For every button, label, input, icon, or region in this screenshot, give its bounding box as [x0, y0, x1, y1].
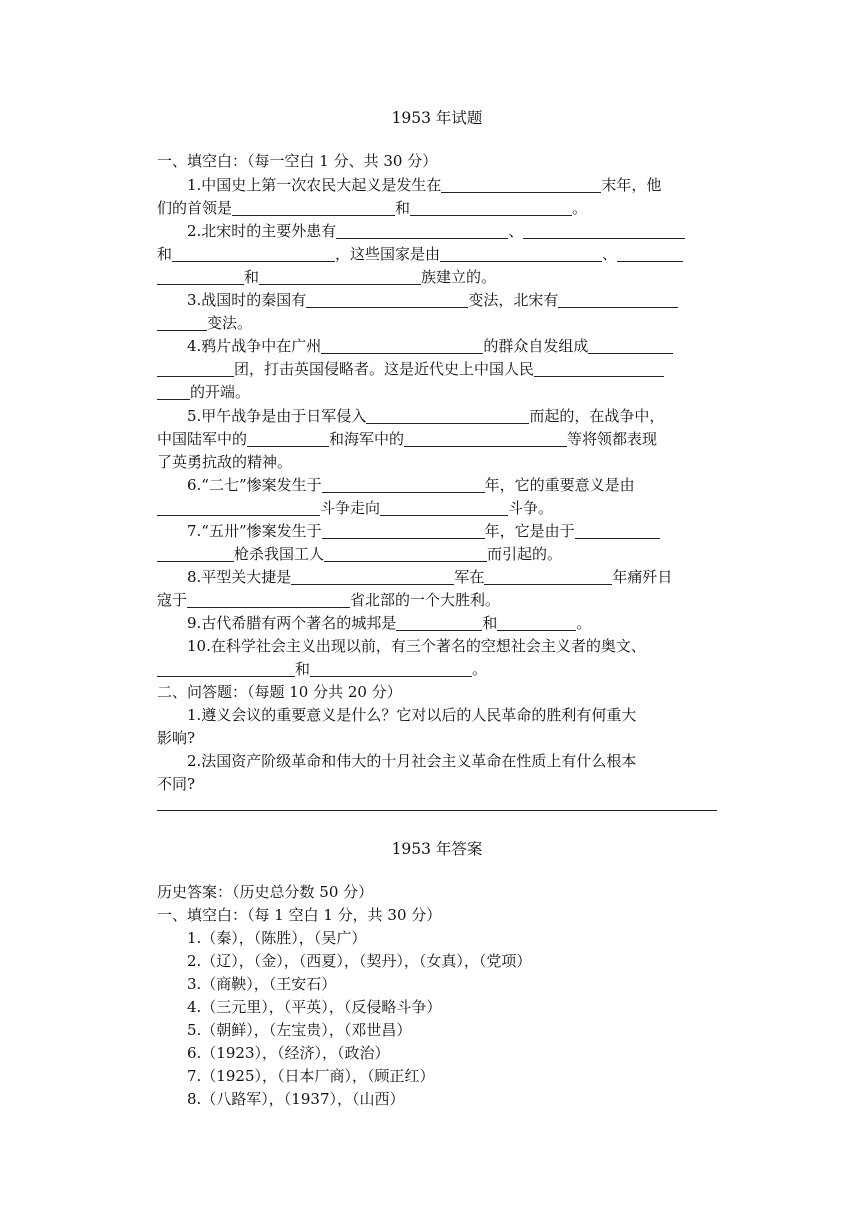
- answer-blank: [172, 246, 335, 262]
- answer-item: 6.（1923），（经济），（政治）: [187, 1044, 390, 1062]
- answer-blank: [558, 292, 678, 308]
- question-4-line-3: 的开端。: [157, 381, 250, 403]
- answer-blank: [157, 500, 320, 516]
- answer-blank: [247, 431, 329, 447]
- answer-blank: [441, 177, 601, 193]
- question-9-line-1: 9.古代希腊有两个著名的城邦是 和 。: [187, 614, 592, 632]
- essay-question-1-line-1: 1.遵义会议的重要意义是什么？它对以后的人民革命的胜利有何重大: [187, 706, 637, 724]
- answer-blank: [310, 661, 472, 677]
- section-essay-heading: 二、问答题：（每题 10 分共 20 分）: [157, 683, 402, 701]
- question-3-line-1: 3.战国时的秦国有 变法，北宋有: [187, 289, 678, 311]
- question-2-line-1: 2.北宋时的主要外患有 、: [187, 220, 685, 242]
- answer-blank: [259, 269, 421, 285]
- answer-blank: [588, 338, 673, 354]
- question-5-line-1: 5.甲午战争是由于日军侵入 而起的，在战争中，: [187, 407, 665, 425]
- answer-blank: [157, 546, 234, 562]
- question-7-line-1: 7.“五卅”惨案发生于 年，它是由于: [187, 520, 660, 542]
- exam-title: 1953 年试题: [391, 109, 483, 127]
- answer-blank: [324, 546, 487, 562]
- answer-blank: [187, 592, 350, 608]
- essay-question-2-line-1: 2.法国资产阶级革命和伟大的十月社会主义革命在性质上有什么根本: [187, 752, 637, 770]
- question-10-line-1: 10.在科学社会主义出现以前，有三个著名的空想社会主义者的奥文、: [187, 637, 646, 655]
- answer-blank: [396, 615, 482, 631]
- answer-blank: [380, 500, 508, 516]
- question-2-line-2: 和 ，这些国家是由 、: [157, 243, 683, 265]
- question-5-line-2: 中国陆军中的 和海军中的 等将领都表现: [157, 430, 658, 448]
- answer-blank: [306, 292, 468, 308]
- answer-item: 2.（辽），（金），（西夏），（契丹），（女真），（党项）: [187, 952, 532, 970]
- answer-blank: [157, 384, 190, 400]
- question-6-line-2: 斗争走向 斗争。: [157, 497, 553, 519]
- question-8-line-2: 寇于 省北部的一个大胜利。: [157, 591, 501, 609]
- answer-blank: [484, 569, 612, 585]
- answer-blank: [157, 315, 207, 331]
- answer-item: 8.（八路军），（1937），（山西）: [187, 1090, 405, 1108]
- answer-blank: [322, 523, 485, 539]
- answer-blank: [366, 408, 529, 424]
- answer-blank: [404, 431, 567, 447]
- question-1-line-2: 们的首领是 和 。: [157, 199, 588, 217]
- answer-blank: [523, 223, 685, 239]
- answer-blank: [336, 223, 508, 239]
- answer-blank: [321, 338, 483, 354]
- answers-fill-in-heading: 一、填空白：（每 1 空白 1 分，共 30 分）: [157, 906, 442, 924]
- answer-blank: [291, 569, 454, 585]
- answer-item: 3.（商鞅），（王安石）: [187, 975, 337, 993]
- question-5-line-3: 了英勇抗敌的精神。: [157, 453, 293, 471]
- answer-item: 5.（朝鲜），（左宝贵），（邓世昌）: [187, 1021, 412, 1039]
- answer-item: 1.（秦），（陈胜），（吴广）: [187, 929, 367, 947]
- answer-blank: [440, 246, 602, 262]
- answer-blank: [575, 523, 660, 539]
- answers-total-heading: 历史答案：（历史总分数 50 分）: [157, 883, 374, 901]
- question-10-line-2: 和 。: [157, 658, 487, 680]
- question-7-line-2: 枪杀我国工人 而引起的。: [157, 543, 562, 565]
- question-4-line-1: 4.鸦片战争中在广州 的群众自发组成: [187, 335, 673, 357]
- answers-title: 1953 年答案: [391, 840, 483, 858]
- answer-blank: [534, 361, 664, 377]
- answer-blank: [617, 246, 683, 262]
- essay-question-1-line-2: 影响?: [157, 729, 196, 747]
- answer-blank: [157, 269, 244, 285]
- answer-blank: [322, 477, 485, 493]
- question-6-line-1: 6.“二七”惨案发生于 年，它的重要意义是由: [187, 476, 635, 494]
- answer-blank: [497, 615, 576, 631]
- question-3-line-2: 变法。: [157, 312, 252, 334]
- answer-item: 7.（1925），（日本厂商），（顾正红）: [187, 1067, 435, 1085]
- answer-blank: [232, 200, 395, 216]
- question-4-line-2: 团，打击英国侵略者。这是近代史上中国人民: [157, 358, 664, 380]
- answer-blank: [157, 361, 234, 377]
- question-2-line-3: 和 族建立的。: [157, 266, 496, 288]
- question-8-line-1: 8.平型关大捷是 军在 年痛歼日: [187, 568, 673, 586]
- answer-blank: [157, 661, 295, 677]
- essay-question-2-line-2: 不同?: [157, 775, 196, 793]
- section-divider: [157, 810, 717, 811]
- answer-item: 4.（三元里），（平英），（反侵略斗争）: [187, 998, 442, 1016]
- question-1-line-1: 1.中国史上第一次农民大起义是发生在 末年，他: [187, 176, 662, 194]
- answer-blank: [410, 200, 572, 216]
- section-fill-in-heading: 一、填空白：（每一空白 1 分、共 30 分）: [157, 152, 438, 170]
